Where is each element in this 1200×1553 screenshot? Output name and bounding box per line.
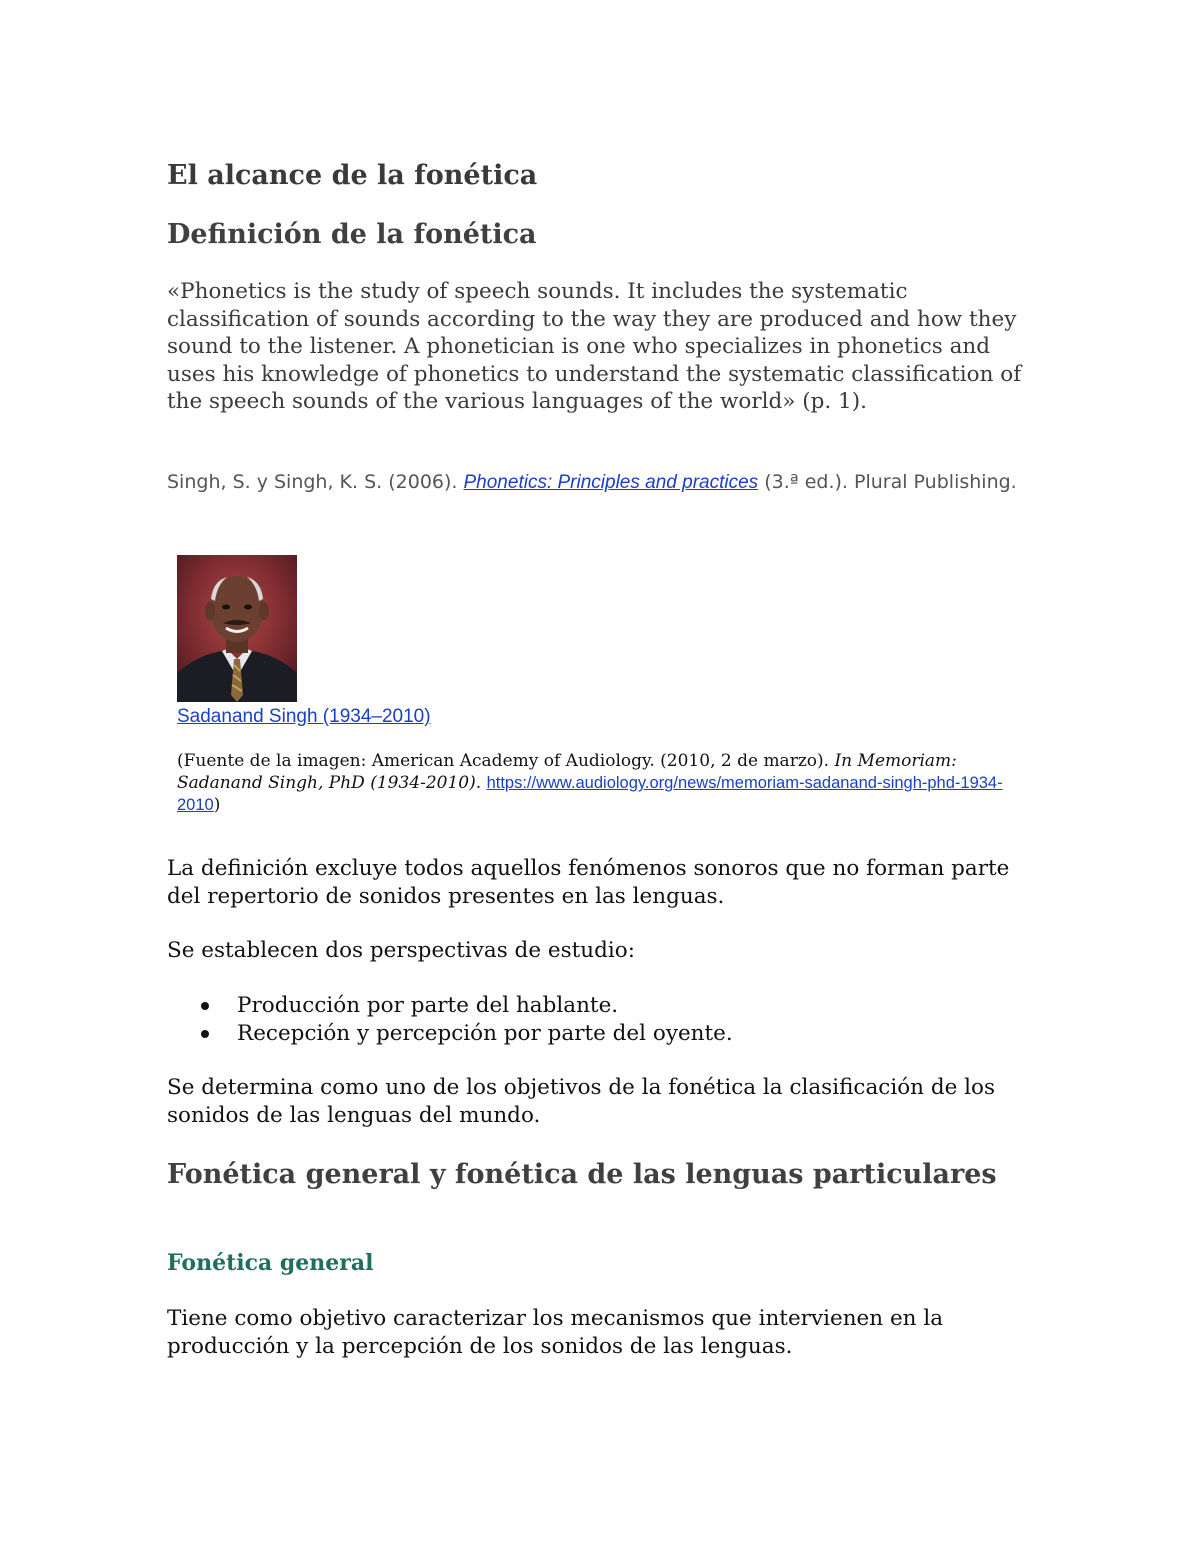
image-source-separator: . xyxy=(475,773,487,793)
section-heading-general-particular: Fonética general y fonética de las lenguas particulares xyxy=(167,1159,997,1190)
bibliographic-reference xyxy=(167,470,1037,495)
portrait-caption-link[interactable]: Sadanand Singh (1934–2010) xyxy=(177,706,431,727)
list-item xyxy=(167,1020,1047,1048)
image-source-url[interactable]: https://www.audiology.org/news/memoriam-sadanand-singh-phd-1934-2010 xyxy=(177,774,1003,814)
paragraph-objective: Se determina como uno de los objetivos de la fonética la clasificación de los sonidos de las lenguas del mundo. xyxy=(167,1075,996,1128)
paragraph-perspectives: Se establecen dos perspectivas de estudio: xyxy=(167,938,635,963)
book-title-link[interactable]: Phonetics: Principles and practices xyxy=(463,472,759,493)
bullet-icon xyxy=(201,1030,209,1038)
list-item-text: Producción por parte del hablante. xyxy=(237,993,619,1018)
image-source-note xyxy=(177,750,1027,816)
reference-authors: Singh, S. y Singh, K. S. (2006). xyxy=(167,471,464,493)
page-title: El alcance de la fonética xyxy=(167,160,538,191)
bullet-icon xyxy=(201,1002,209,1010)
image-source-title: In Memoriam: Sadanand Singh, PhD (1934-2010) xyxy=(177,751,957,793)
subsection-heading-general: Fonética general xyxy=(167,1250,374,1276)
list-item xyxy=(167,992,1047,1020)
list-item-text: Recepción y percepción por parte del oyente. xyxy=(237,1021,733,1046)
reference-publisher: (3.ª ed.). Plural Publishing. xyxy=(758,471,1017,493)
phonetics-definition-quote: «Phonetics is the study of speech sounds. It includes the systematic classification of sounds according to the way they are produced and how they sound to the listener. A phonetician is one who specializes in phonetics and uses his knowledge of phonetics to understand the systematic classification of the speech sounds of the various languages of the world» (p. 1). xyxy=(167,279,1022,414)
image-source-prefix: (Fuente de la imagen: American Academy of Audiology. (2010, 2 de marzo). xyxy=(177,751,835,771)
image-source-suffix: ) xyxy=(213,795,221,815)
section-heading-definition: Definición de la fonética xyxy=(167,219,537,250)
perspectives-list xyxy=(167,992,1047,1048)
paragraph-general-phonetics: Tiene como objetivo caracterizar los mecanismos que intervienen en la producción y la percepción de los sonidos de las lenguas. xyxy=(167,1306,944,1359)
portrait-caption xyxy=(177,704,431,729)
paragraph-exclusion: La definición excluye todos aquellos fenómenos sonoros que no forman parte del repertorio de sonidos presentes en las lenguas. xyxy=(167,856,1010,909)
sadanand-singh-portrait xyxy=(177,555,297,702)
